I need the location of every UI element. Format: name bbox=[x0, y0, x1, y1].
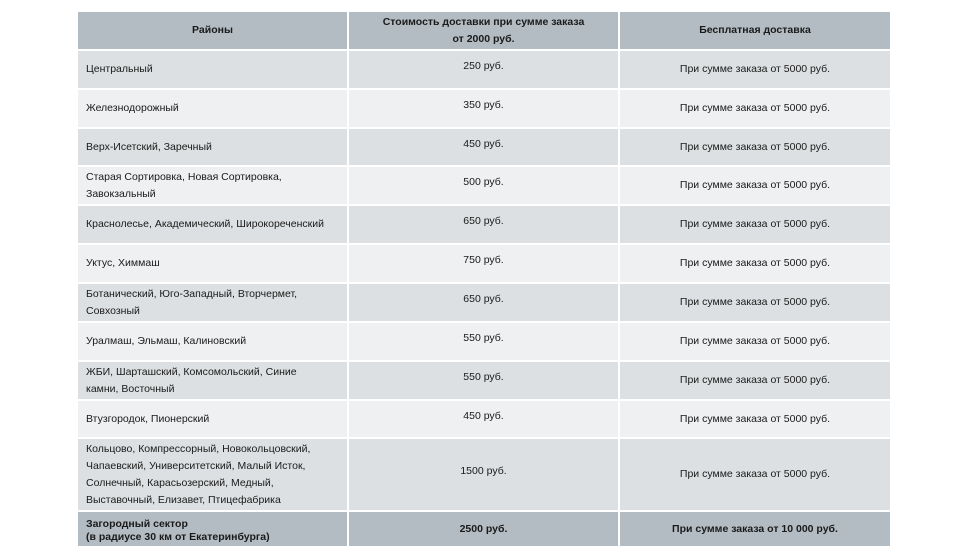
table-row bbox=[78, 205, 890, 244]
district-cell: Втузгородок, Пионерский bbox=[78, 400, 348, 438]
district-cell: Уралмаш, Эльмаш, Калиновский bbox=[78, 322, 348, 361]
table-row bbox=[78, 128, 890, 166]
free-delivery-cell: При сумме заказа от 5000 руб. bbox=[619, 166, 890, 205]
free-delivery-cell: При сумме заказа от 5000 руб. bbox=[619, 283, 890, 322]
free-delivery-cell: При сумме заказа от 5000 руб. bbox=[619, 205, 890, 244]
free-delivery-cell: При сумме заказа от 10 000 руб. bbox=[619, 511, 890, 547]
table-row bbox=[78, 89, 890, 128]
table-row bbox=[78, 283, 890, 322]
price-cell: 450 руб. bbox=[348, 128, 619, 166]
table-row bbox=[78, 438, 890, 511]
price-cell: 1500 руб. bbox=[348, 438, 619, 511]
district-cell: Старая Сортировка, Новая Сортировка, Завокзальный bbox=[78, 166, 348, 205]
table-row-suburban bbox=[78, 511, 890, 547]
district-cell: Уктус, Химмаш bbox=[78, 244, 348, 283]
table-row bbox=[78, 166, 890, 205]
district-cell: Верх-Исетский, Заречный bbox=[78, 128, 348, 166]
table-header-row bbox=[78, 12, 890, 50]
district-cell: Кольцово, Компрессорный, Новокольцовский, Чапаевский, Университетский, Малый Исток, Солнечный, Карасьозерский, Медный, Выставочный, Елизавет, Птицефабрика bbox=[78, 438, 348, 511]
table-row bbox=[78, 322, 890, 361]
free-delivery-cell: При сумме заказа от 5000 руб. bbox=[619, 361, 890, 400]
price-cell: 650 руб. bbox=[348, 283, 619, 322]
district-cell: ЖБИ, Шарташский, Комсомольский, Синие камни, Восточный bbox=[78, 361, 348, 400]
district-cell: Загородный сектор (в радиусе 30 км от Екатеринбурга) bbox=[78, 511, 348, 547]
district-cell: Ботанический, Юго-Западный, Вторчермет, Совхозный bbox=[78, 283, 348, 322]
table-row bbox=[78, 50, 890, 89]
price-cell: 450 руб. bbox=[348, 400, 619, 438]
free-delivery-cell: При сумме заказа от 5000 руб. bbox=[619, 50, 890, 89]
delivery-price-table bbox=[78, 12, 890, 548]
price-cell: 2500 руб. bbox=[348, 511, 619, 547]
free-delivery-cell: При сумме заказа от 5000 руб. bbox=[619, 128, 890, 166]
free-delivery-cell: При сумме заказа от 5000 руб. bbox=[619, 400, 890, 438]
district-cell: Центральный bbox=[78, 50, 348, 89]
table-row bbox=[78, 361, 890, 400]
price-cell: 650 руб. bbox=[348, 205, 619, 244]
free-delivery-cell: При сумме заказа от 5000 руб. bbox=[619, 438, 890, 511]
header-districts: Районы bbox=[78, 12, 348, 50]
price-cell: 350 руб. bbox=[348, 89, 619, 128]
price-cell: 750 руб. bbox=[348, 244, 619, 283]
price-cell: 550 руб. bbox=[348, 322, 619, 361]
header-delivery-cost: Стоимость доставки при сумме заказа от 2000 руб. bbox=[348, 12, 619, 50]
district-cell: Железнодорожный bbox=[78, 89, 348, 128]
free-delivery-cell: При сумме заказа от 5000 руб. bbox=[619, 322, 890, 361]
table-row bbox=[78, 400, 890, 438]
header-free-delivery: Бесплатная доставка bbox=[619, 12, 890, 50]
price-cell: 550 руб. bbox=[348, 361, 619, 400]
table-row bbox=[78, 244, 890, 283]
free-delivery-cell: При сумме заказа от 5000 руб. bbox=[619, 89, 890, 128]
free-delivery-cell: При сумме заказа от 5000 руб. bbox=[619, 244, 890, 283]
district-cell: Краснолесье, Академический, Широкореченский bbox=[78, 205, 348, 244]
price-cell: 250 руб. bbox=[348, 50, 619, 89]
price-cell: 500 руб. bbox=[348, 166, 619, 205]
